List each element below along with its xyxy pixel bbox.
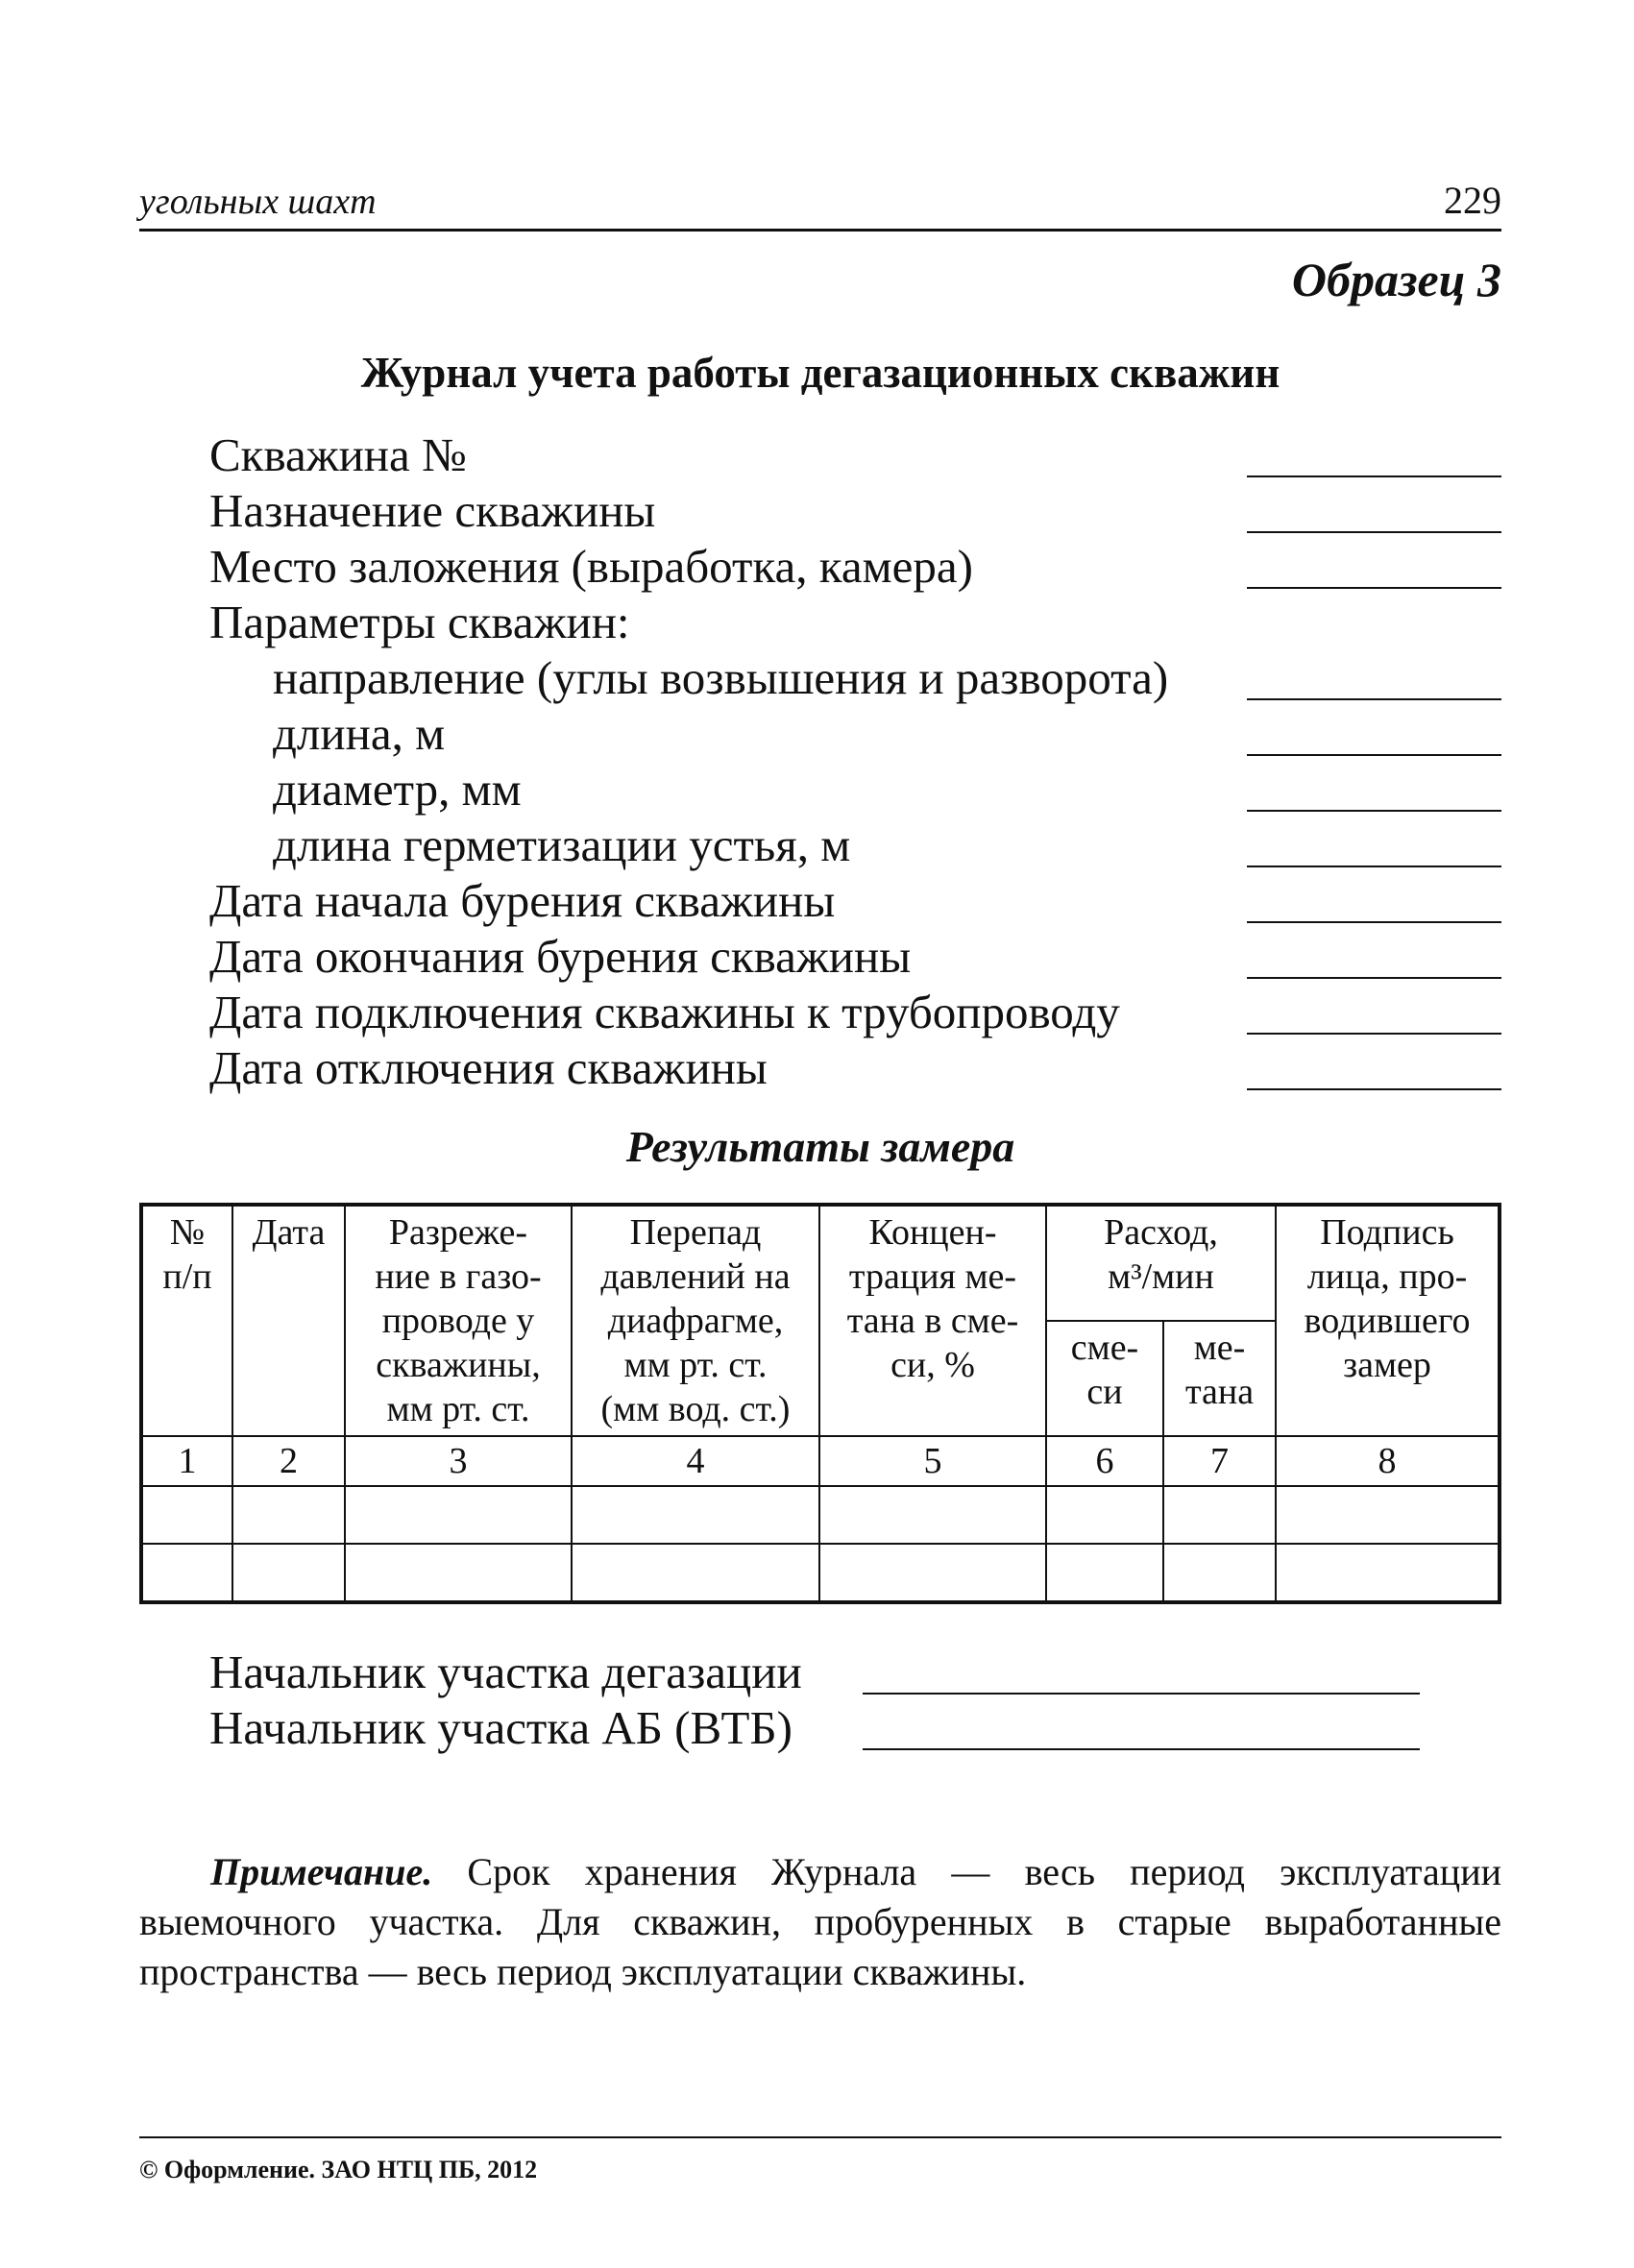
- field-diameter: [209, 762, 1501, 817]
- results-title: Результаты замера: [625, 1122, 1015, 1171]
- table-cell[interactable]: [141, 1544, 232, 1602]
- column-number: 6: [1046, 1436, 1163, 1486]
- blank-line[interactable]: [1247, 754, 1501, 756]
- blank-line[interactable]: [1247, 587, 1501, 589]
- blank-line[interactable]: [1247, 810, 1501, 812]
- column-number: 3: [345, 1436, 572, 1486]
- header-number: № п/п: [141, 1205, 232, 1436]
- document-title: Журнал учета работы дегазационных скважин: [360, 349, 1280, 397]
- table-cell[interactable]: [345, 1544, 572, 1602]
- signature-label: Начальник участка АБ (ВТБ): [209, 1701, 793, 1754]
- field-label: Назначение скважины: [209, 484, 656, 537]
- field-well-number: [209, 427, 1501, 483]
- header-flow-rate: Расход, м³/мин: [1046, 1205, 1276, 1321]
- column-number-row: [141, 1436, 1500, 1486]
- blank-line[interactable]: [1247, 921, 1501, 923]
- column-number: 2: [232, 1436, 345, 1486]
- sample-label: Образец 3: [1291, 253, 1501, 306]
- field-label: длина, м: [273, 707, 446, 760]
- field-label: Дата окончания бурения скважины: [209, 930, 912, 983]
- field-label: Дата отключения скважины: [209, 1041, 768, 1094]
- header-date: Дата: [232, 1205, 345, 1436]
- column-number: 1: [141, 1436, 232, 1486]
- table-cell[interactable]: [1276, 1486, 1500, 1544]
- table-cell[interactable]: [345, 1486, 572, 1544]
- field-parameters-heading: [209, 595, 1501, 650]
- signature-block: [209, 1645, 1420, 1756]
- blank-line[interactable]: [1247, 476, 1501, 477]
- table-cell[interactable]: [819, 1486, 1046, 1544]
- signature-label: Начальник участка дегазации: [209, 1646, 802, 1698]
- field-label: Место заложения (выработка, камера): [209, 540, 973, 593]
- field-purpose: [209, 483, 1501, 539]
- table-cell[interactable]: [141, 1486, 232, 1544]
- table-cell[interactable]: [1046, 1544, 1163, 1602]
- header-pressure-drop: Перепад давлений на диафрагме, мм рт. ст. (мм вод. ст.): [572, 1205, 819, 1436]
- column-number: 8: [1276, 1436, 1500, 1486]
- field-label: Дата начала бурения скважины: [209, 874, 836, 927]
- field-label: длина герметизации устья, м: [273, 818, 851, 871]
- signature-line[interactable]: [863, 1693, 1420, 1695]
- field-label: диаметр, мм: [273, 763, 522, 816]
- signature-degassing-chief: [209, 1645, 1420, 1700]
- page-number: 229: [1444, 179, 1501, 222]
- copyright-footer: © Оформление. ЗАО НТЦ ПБ, 2012: [139, 2136, 1501, 2184]
- form-fields: [209, 427, 1501, 1096]
- blank-line[interactable]: [1247, 698, 1501, 700]
- column-number: 4: [572, 1436, 819, 1486]
- field-length: [209, 706, 1501, 762]
- field-drill-end-date: [209, 929, 1501, 985]
- signature-ab-chief: [209, 1700, 1420, 1756]
- running-head: [139, 173, 1501, 232]
- table-row: [141, 1486, 1500, 1544]
- header-flow-methane: ме- тана: [1163, 1321, 1276, 1436]
- header-vacuum: Разреже- ние в газо- проводе у скважины, мм рт. ст.: [345, 1205, 572, 1436]
- header-flow-mixture: сме- си: [1046, 1321, 1163, 1436]
- table-cell[interactable]: [819, 1544, 1046, 1602]
- field-connection-date: [209, 985, 1501, 1040]
- field-label: Скважина №: [209, 428, 467, 481]
- field-disconnection-date: [209, 1040, 1501, 1096]
- table-cell[interactable]: [232, 1486, 345, 1544]
- note-text: Срок хранения Журнала — весь период эксплуатации выемочного участка. Для скважин, пробуренных в старые выработанные пространства — весь период эксплуатации скважины.: [139, 1850, 1501, 1993]
- field-label: Параметры скважин:: [209, 596, 630, 648]
- field-label: направление (углы возвышения и разворота): [273, 651, 1169, 704]
- table-cell[interactable]: [1276, 1544, 1500, 1602]
- header-signature: Подпись лица, про- водившего замер: [1276, 1205, 1500, 1436]
- table-cell[interactable]: [1163, 1486, 1276, 1544]
- blank-line[interactable]: [1247, 866, 1501, 867]
- table-cell[interactable]: [232, 1544, 345, 1602]
- note-label: Примечание.: [210, 1850, 433, 1893]
- field-label: Дата подключения скважины к трубопроводу: [209, 986, 1120, 1038]
- field-sealing-length: [209, 817, 1501, 873]
- column-number: 5: [819, 1436, 1046, 1486]
- header-methane-concentration: Концен- трация ме- тана в сме- си, %: [819, 1205, 1046, 1436]
- results-table: [139, 1203, 1501, 1604]
- table-cell[interactable]: [572, 1486, 819, 1544]
- field-location: [209, 539, 1501, 595]
- signature-line[interactable]: [863, 1748, 1420, 1750]
- blank-line[interactable]: [1247, 977, 1501, 979]
- table-cell[interactable]: [1163, 1544, 1276, 1602]
- column-number: 7: [1163, 1436, 1276, 1486]
- table-cell[interactable]: [1046, 1486, 1163, 1544]
- field-drill-start-date: [209, 873, 1501, 929]
- blank-line[interactable]: [1247, 1033, 1501, 1035]
- blank-line[interactable]: [1247, 1088, 1501, 1090]
- running-title: угольных шахт: [139, 182, 377, 222]
- table-cell[interactable]: [572, 1544, 819, 1602]
- table-row: [141, 1544, 1500, 1602]
- field-direction: [209, 650, 1501, 706]
- note: [139, 1847, 1501, 1997]
- blank-line[interactable]: [1247, 531, 1501, 533]
